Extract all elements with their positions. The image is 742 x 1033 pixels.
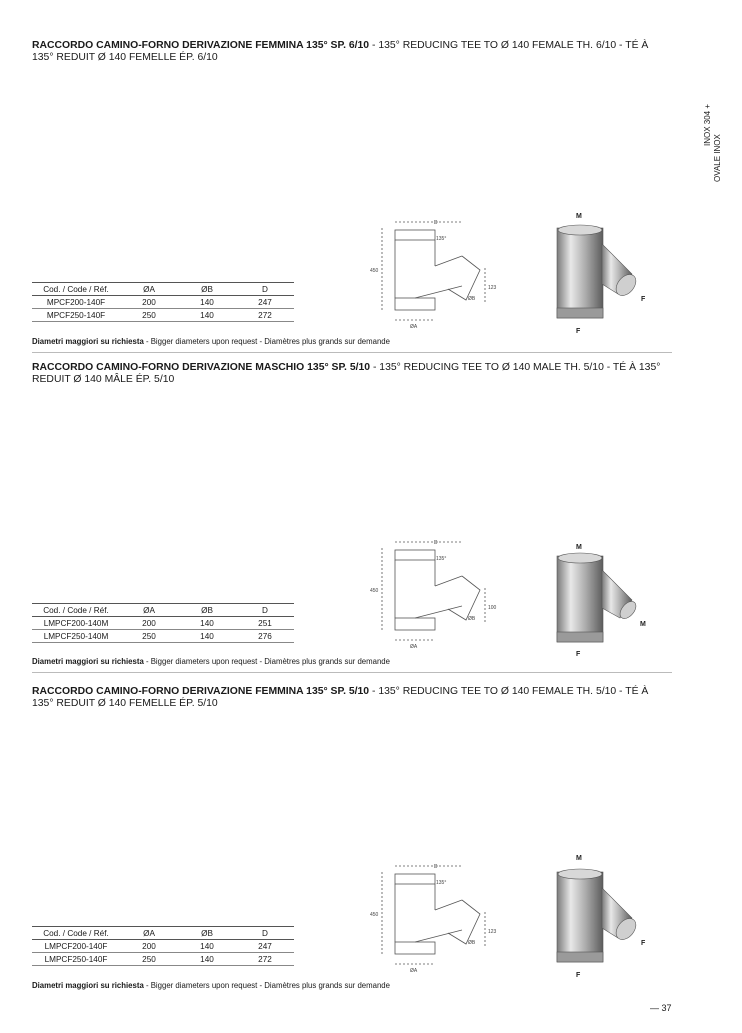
product-photo (548, 540, 658, 660)
note-rest: - Bigger diameters upon request - Diamètres plus grands sur demande (143, 657, 390, 666)
table-header-row (32, 604, 294, 617)
page-number: — 37 (650, 1003, 672, 1013)
note-rest: - Bigger diameters upon request - Diamètres plus grands sur demande (143, 981, 390, 990)
side-category-label (699, 102, 735, 192)
specs-table (32, 603, 294, 643)
cell-code: LMPCF200-140F (32, 940, 120, 953)
note-bold: Diametri maggiori su richiesta (32, 981, 144, 990)
dim-A-label: ØA (410, 968, 418, 974)
product-title-rest: - 135° REDUCING TEE TO Ø 140 MALE TH. 5/10 - TÉ À 135° REDUIT Ø 140 MÂLE ÉP. 5/10 (32, 362, 661, 385)
product-title-rest: - 135° REDUCING TEE TO Ø 140 FEMALE TH. 6/10 - TÉ À 135° REDUIT Ø 140 FEMELLE ÉP. 6/10 (32, 40, 649, 63)
product-title (32, 362, 664, 386)
cell-d: 276 (236, 630, 294, 643)
product-section-1 (32, 40, 672, 352)
table-row (32, 296, 294, 309)
header-diameter-a: ØA (120, 283, 178, 296)
technical-drawing (370, 860, 540, 980)
dim-A-label: ØA (410, 644, 418, 650)
cell-d: 247 (236, 296, 294, 309)
cell-d: 247 (236, 940, 294, 953)
note-bold: Diametri maggiori su richiesta (32, 657, 144, 666)
dim-angle-label: 135° (436, 556, 447, 562)
cell-code: MPCF200-140F (32, 296, 120, 309)
cell-diameter-a: 250 (120, 630, 178, 643)
dim-B-label: ØB (468, 940, 476, 946)
table-row (32, 309, 294, 322)
dim-D-label: D (434, 540, 438, 546)
table-row (32, 940, 294, 953)
dim-height-label: 450 (370, 268, 379, 274)
dim-B-label: ØB (468, 616, 476, 622)
header-diameter-b: ØB (178, 604, 236, 617)
header-diameter-a: ØA (120, 604, 178, 617)
product-title-bold: RACCORDO CAMINO-FORNO DERIVAZIONE FEMMINA 135° SP. 5/10 (32, 686, 370, 697)
section-divider (32, 352, 672, 353)
cell-code: LMPCF250-140F (32, 953, 120, 966)
photo-label-bottom: F (576, 328, 581, 335)
technical-drawing (370, 216, 540, 336)
product-photo (548, 208, 658, 338)
diameter-note (32, 981, 390, 990)
cell-diameter-b: 140 (178, 953, 236, 966)
cell-diameter-b: 140 (178, 617, 236, 630)
cell-diameter-a: 250 (120, 309, 178, 322)
photo-label-top: M (576, 855, 582, 862)
diameter-note (32, 337, 390, 346)
cell-diameter-b: 140 (178, 296, 236, 309)
photo-label-top: M (576, 213, 582, 220)
cell-d: 272 (236, 309, 294, 322)
header-d: D (236, 604, 294, 617)
product-section-2 (32, 362, 672, 674)
specs-table (32, 282, 294, 322)
technical-drawing (370, 536, 540, 656)
header-diameter-a: ØA (120, 927, 178, 940)
cell-diameter-b: 140 (178, 309, 236, 322)
header-d: D (236, 927, 294, 940)
dim-D-label: D (434, 864, 438, 870)
cell-d: 272 (236, 953, 294, 966)
product-title (32, 40, 664, 64)
header-code: Cod. / Code / Réf. (32, 604, 120, 617)
product-section-3 (32, 686, 672, 998)
dim-B-label: ØB (468, 296, 476, 302)
product-title-bold: RACCORDO CAMINO-FORNO DERIVAZIONE FEMMINA 135° SP. 6/10 (32, 40, 370, 51)
cell-diameter-b: 140 (178, 630, 236, 643)
photo-label-side: M (640, 621, 646, 628)
dim-angle-label: 135° (436, 236, 447, 242)
table-row (32, 630, 294, 643)
cell-code: LMPCF200-140M (32, 617, 120, 630)
header-code: Cod. / Code / Réf. (32, 283, 120, 296)
dim-height-label: 450 (370, 588, 379, 594)
diameter-note (32, 657, 390, 666)
product-photo (548, 852, 658, 982)
photo-label-side: F (641, 940, 646, 947)
header-diameter-b: ØB (178, 283, 236, 296)
header-diameter-b: ØB (178, 927, 236, 940)
dim-side-label: 100 (488, 605, 497, 611)
cell-d: 251 (236, 617, 294, 630)
dim-angle-label: 135° (436, 880, 447, 886)
dim-side-label: 123 (488, 929, 497, 935)
photo-label-side: F (641, 296, 646, 303)
side-label-line1: INOX 304 + (703, 103, 712, 146)
header-d: D (236, 283, 294, 296)
dim-D-label: D (434, 220, 438, 226)
cell-diameter-a: 200 (120, 940, 178, 953)
cell-diameter-a: 250 (120, 953, 178, 966)
specs-table (32, 926, 294, 966)
section-divider (32, 672, 672, 673)
header-code: Cod. / Code / Réf. (32, 927, 120, 940)
product-title (32, 686, 664, 710)
cell-diameter-a: 200 (120, 296, 178, 309)
product-title-rest: - 135° REDUCING TEE TO Ø 140 FEMALE TH. 5/10 - TÉ À 135° REDUIT Ø 140 FEMELLE ÉP. 5/10 (32, 686, 649, 709)
cell-code: LMPCF250-140M (32, 630, 120, 643)
photo-label-top: M (576, 544, 582, 551)
photo-label-bottom: F (576, 972, 581, 979)
cell-code: MPCF250-140F (32, 309, 120, 322)
photo-label-bottom: F (576, 651, 581, 658)
cell-diameter-a: 200 (120, 617, 178, 630)
table-header-row (32, 283, 294, 296)
dim-height-label: 450 (370, 912, 379, 918)
note-bold: Diametri maggiori su richiesta (32, 337, 144, 346)
product-title-bold: RACCORDO CAMINO-FORNO DERIVAZIONE MASCHIO 135° SP. 5/10 (32, 362, 371, 373)
table-header-row (32, 927, 294, 940)
dim-side-label: 123 (488, 285, 497, 291)
cell-diameter-b: 140 (178, 940, 236, 953)
note-rest: - Bigger diameters upon request - Diamètres plus grands sur demande (143, 337, 390, 346)
table-row (32, 617, 294, 630)
side-label-line2: OVALE INOX (713, 134, 722, 182)
table-row (32, 953, 294, 966)
dim-A-label: ØA (410, 324, 418, 330)
